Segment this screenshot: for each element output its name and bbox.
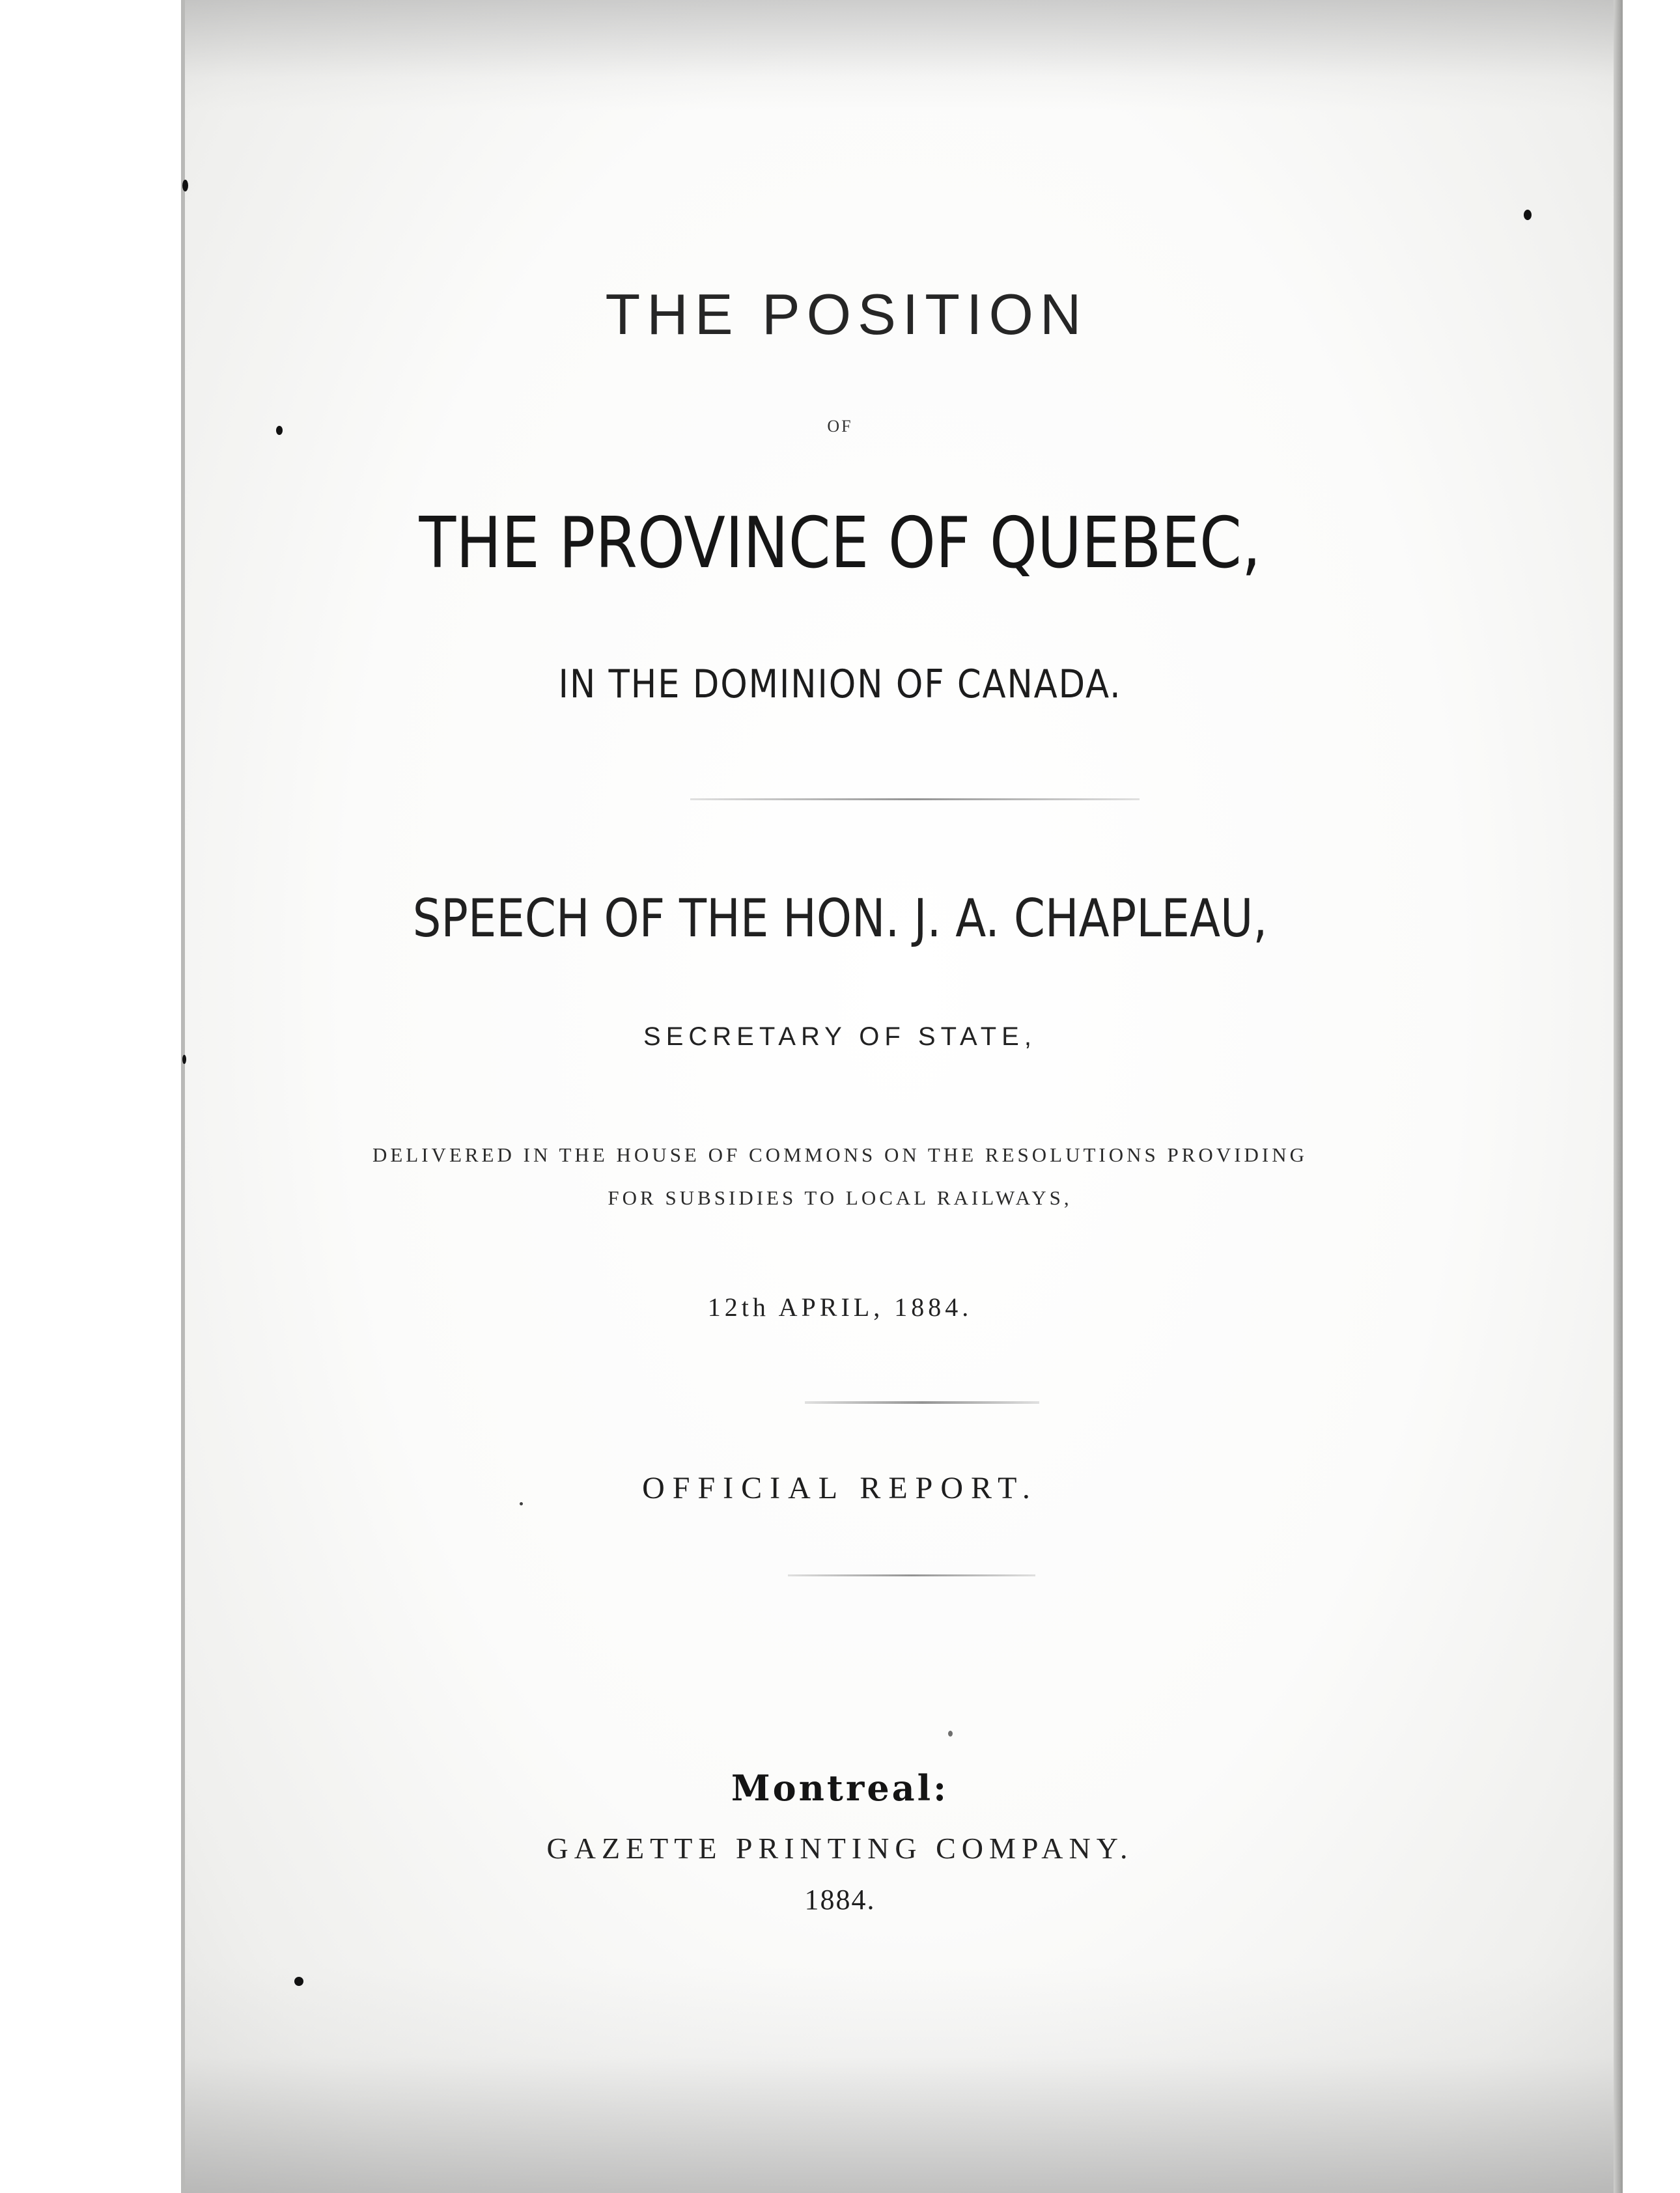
divider-rule <box>788 1574 1035 1576</box>
title-the-position: THE POSITION <box>605 282 1088 346</box>
official-report-label: OFFICIAL REPORT. <box>642 1471 1038 1505</box>
speech-heading: SPEECH OF THE HON. J. A. CHAPLEAU, <box>412 888 1268 949</box>
title-province-of-quebec: THE PROVINCE OF QUEBEC, <box>419 503 1261 584</box>
imprint-publisher: GAZETTE PRINTING COMPANY. <box>546 1832 1134 1865</box>
divider-rule <box>690 798 1140 800</box>
imprint-year: 1884. <box>804 1884 876 1916</box>
title-dominion-of-canada: IN THE DOMINION OF CANADA. <box>558 662 1122 707</box>
scan-speck <box>294 1977 303 1986</box>
scan-speck <box>182 1055 186 1064</box>
speech-date: 12th APRIL, 1884. <box>707 1292 973 1322</box>
scan-shadow-bottom <box>184 1966 1620 2193</box>
imprint-place: Montreal: <box>731 1767 949 1809</box>
divider-rule <box>805 1401 1039 1404</box>
title-of: OF <box>827 417 853 436</box>
scan-speck <box>1524 210 1532 220</box>
delivered-line-2: FOR SUBSIDIES TO LOCAL RAILWAYS, <box>608 1186 1072 1209</box>
delivered-line-1: DELIVERED IN THE HOUSE OF COMMONS ON THE RESOLUTIONS PROVIDING <box>372 1143 1308 1166</box>
office-title: SECRETARY OF STATE, <box>643 1022 1037 1051</box>
scan-shadow-top <box>184 0 1620 111</box>
scan-speck <box>182 180 188 191</box>
scan-speck <box>948 1731 953 1737</box>
